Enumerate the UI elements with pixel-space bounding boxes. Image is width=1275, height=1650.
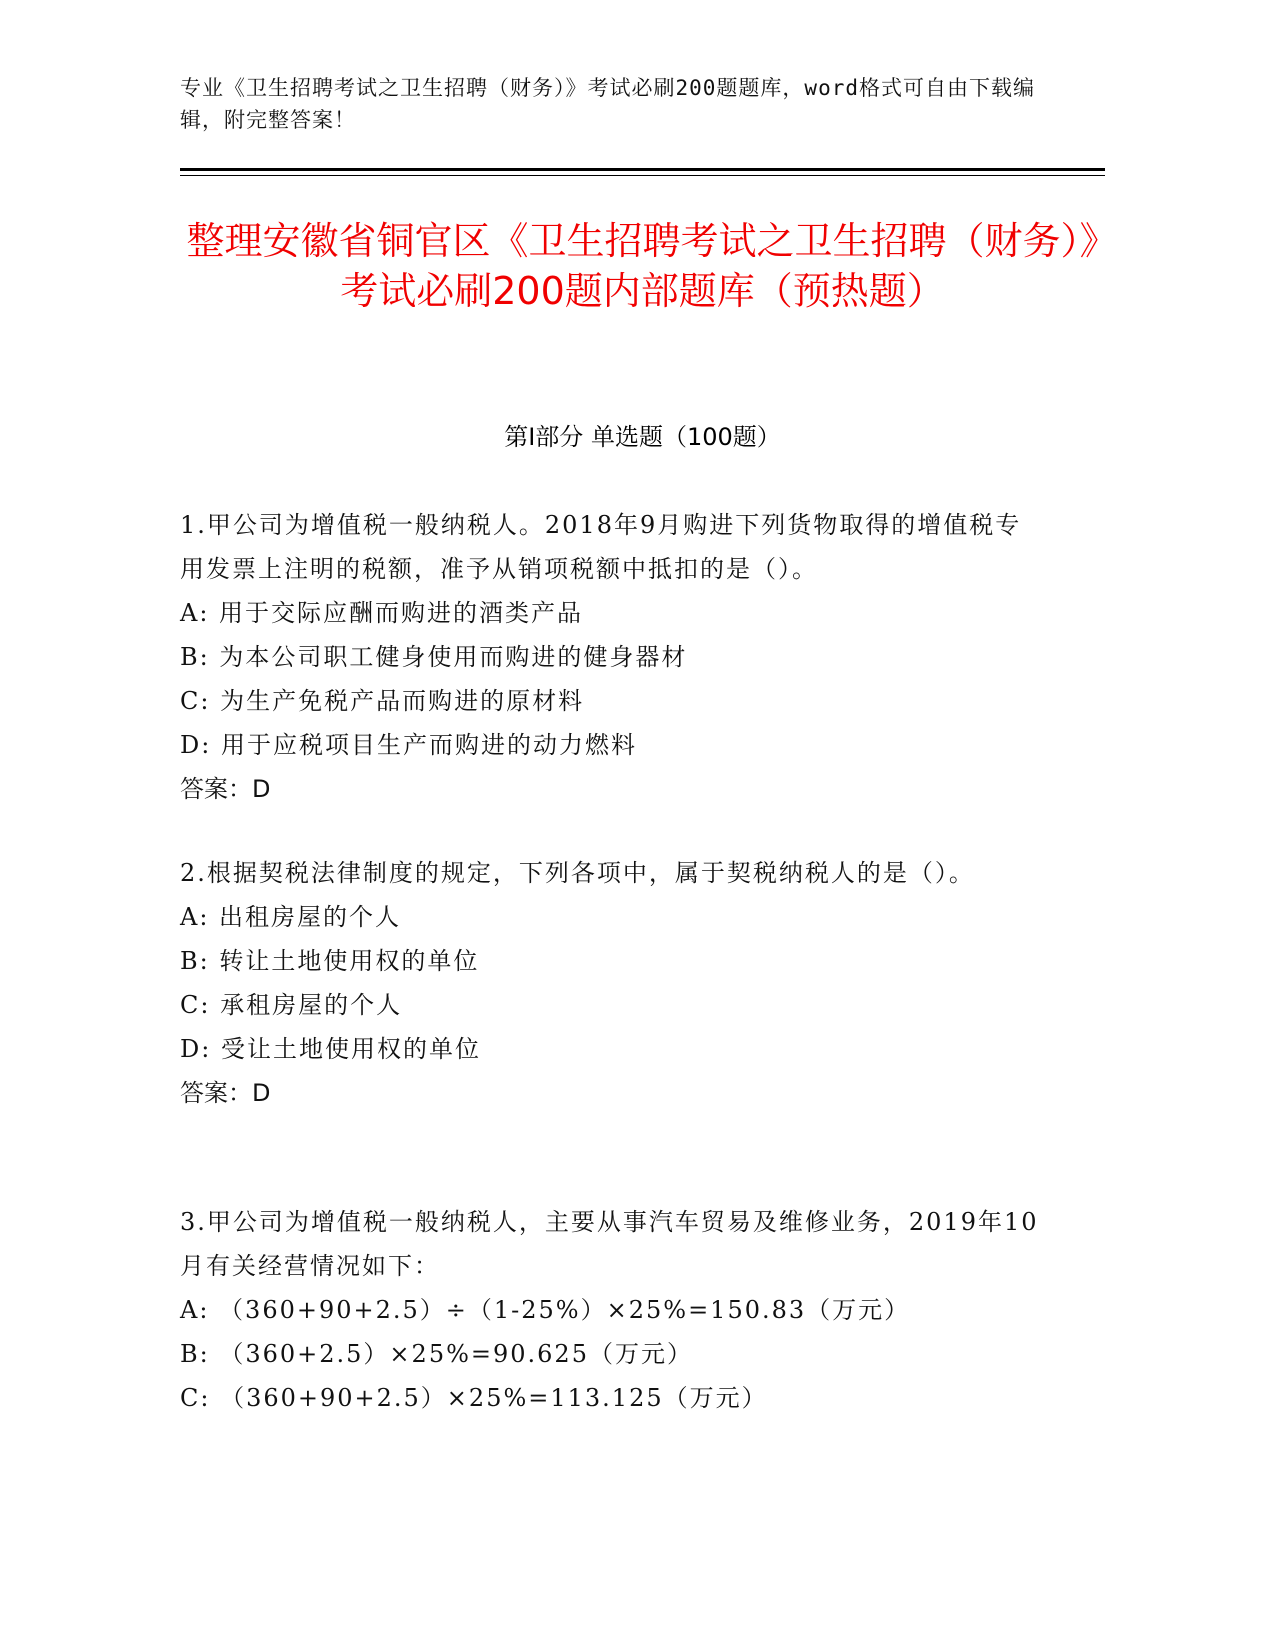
header-rule-thick bbox=[180, 168, 1105, 171]
option-c: C: （360+90+2.5）×25%=113.125（万元） bbox=[180, 1384, 768, 1412]
question-stem: 2.根据契税法律制度的规定，下列各项中，属于契税纳税人的是（）。 bbox=[180, 859, 975, 887]
question-3 bbox=[180, 1200, 1040, 1420]
document-page bbox=[180, 0, 1105, 1650]
option-c: C: 承租房屋的个人 bbox=[180, 991, 403, 1019]
option-b: B: （360+2.5）×25%=90.625（万元） bbox=[180, 1340, 693, 1368]
question-2 bbox=[180, 851, 1040, 1115]
header-note: 专业《卫生招聘考试之卫生招聘（财务）》考试必刷200题题库，word格式可自由下载编辑，附完整答案！ bbox=[180, 76, 1035, 132]
option-d: D: 用于应税项目生产而购进的动力燃料 bbox=[180, 731, 637, 759]
question-1 bbox=[180, 503, 1040, 811]
question-stem: 3.甲公司为增值税一般纳税人，主要从事汽车贸易及维修业务，2019年10月有关经营情况如下： bbox=[180, 1208, 1039, 1280]
option-a: A: 出租房屋的个人 bbox=[180, 903, 402, 931]
header-rule-thin bbox=[180, 175, 1105, 176]
answer: 答案：D bbox=[180, 775, 271, 803]
option-b: B: 转让土地使用权的单位 bbox=[180, 947, 480, 975]
option-a: A: 用于交际应酬而购进的酒类产品 bbox=[180, 599, 584, 627]
answer: 答案：D bbox=[180, 1079, 271, 1107]
option-d: D: 受让土地使用权的单位 bbox=[180, 1035, 481, 1063]
option-b: B: 为本公司职工健身使用而购进的健身器材 bbox=[180, 643, 688, 671]
option-c: C: 为生产免税产品而购进的原材料 bbox=[180, 687, 585, 715]
option-a: A: （360+90+2.5）÷（1-25%）×25%=150.83（万元） bbox=[180, 1296, 911, 1324]
document-title: 整理安徽省铜官区《卫生招聘考试之卫生招聘（财务）》考试必刷200题内部题库（预热题） bbox=[186, 219, 1099, 313]
question-stem: 1.甲公司为增值税一般纳税人。2018年9月购进下列货物取得的增值税专用发票上注明的税额，准予从销项税额中抵扣的是（）。 bbox=[180, 511, 1022, 583]
section-title: 第I部分 单选题（100题） bbox=[504, 423, 781, 451]
